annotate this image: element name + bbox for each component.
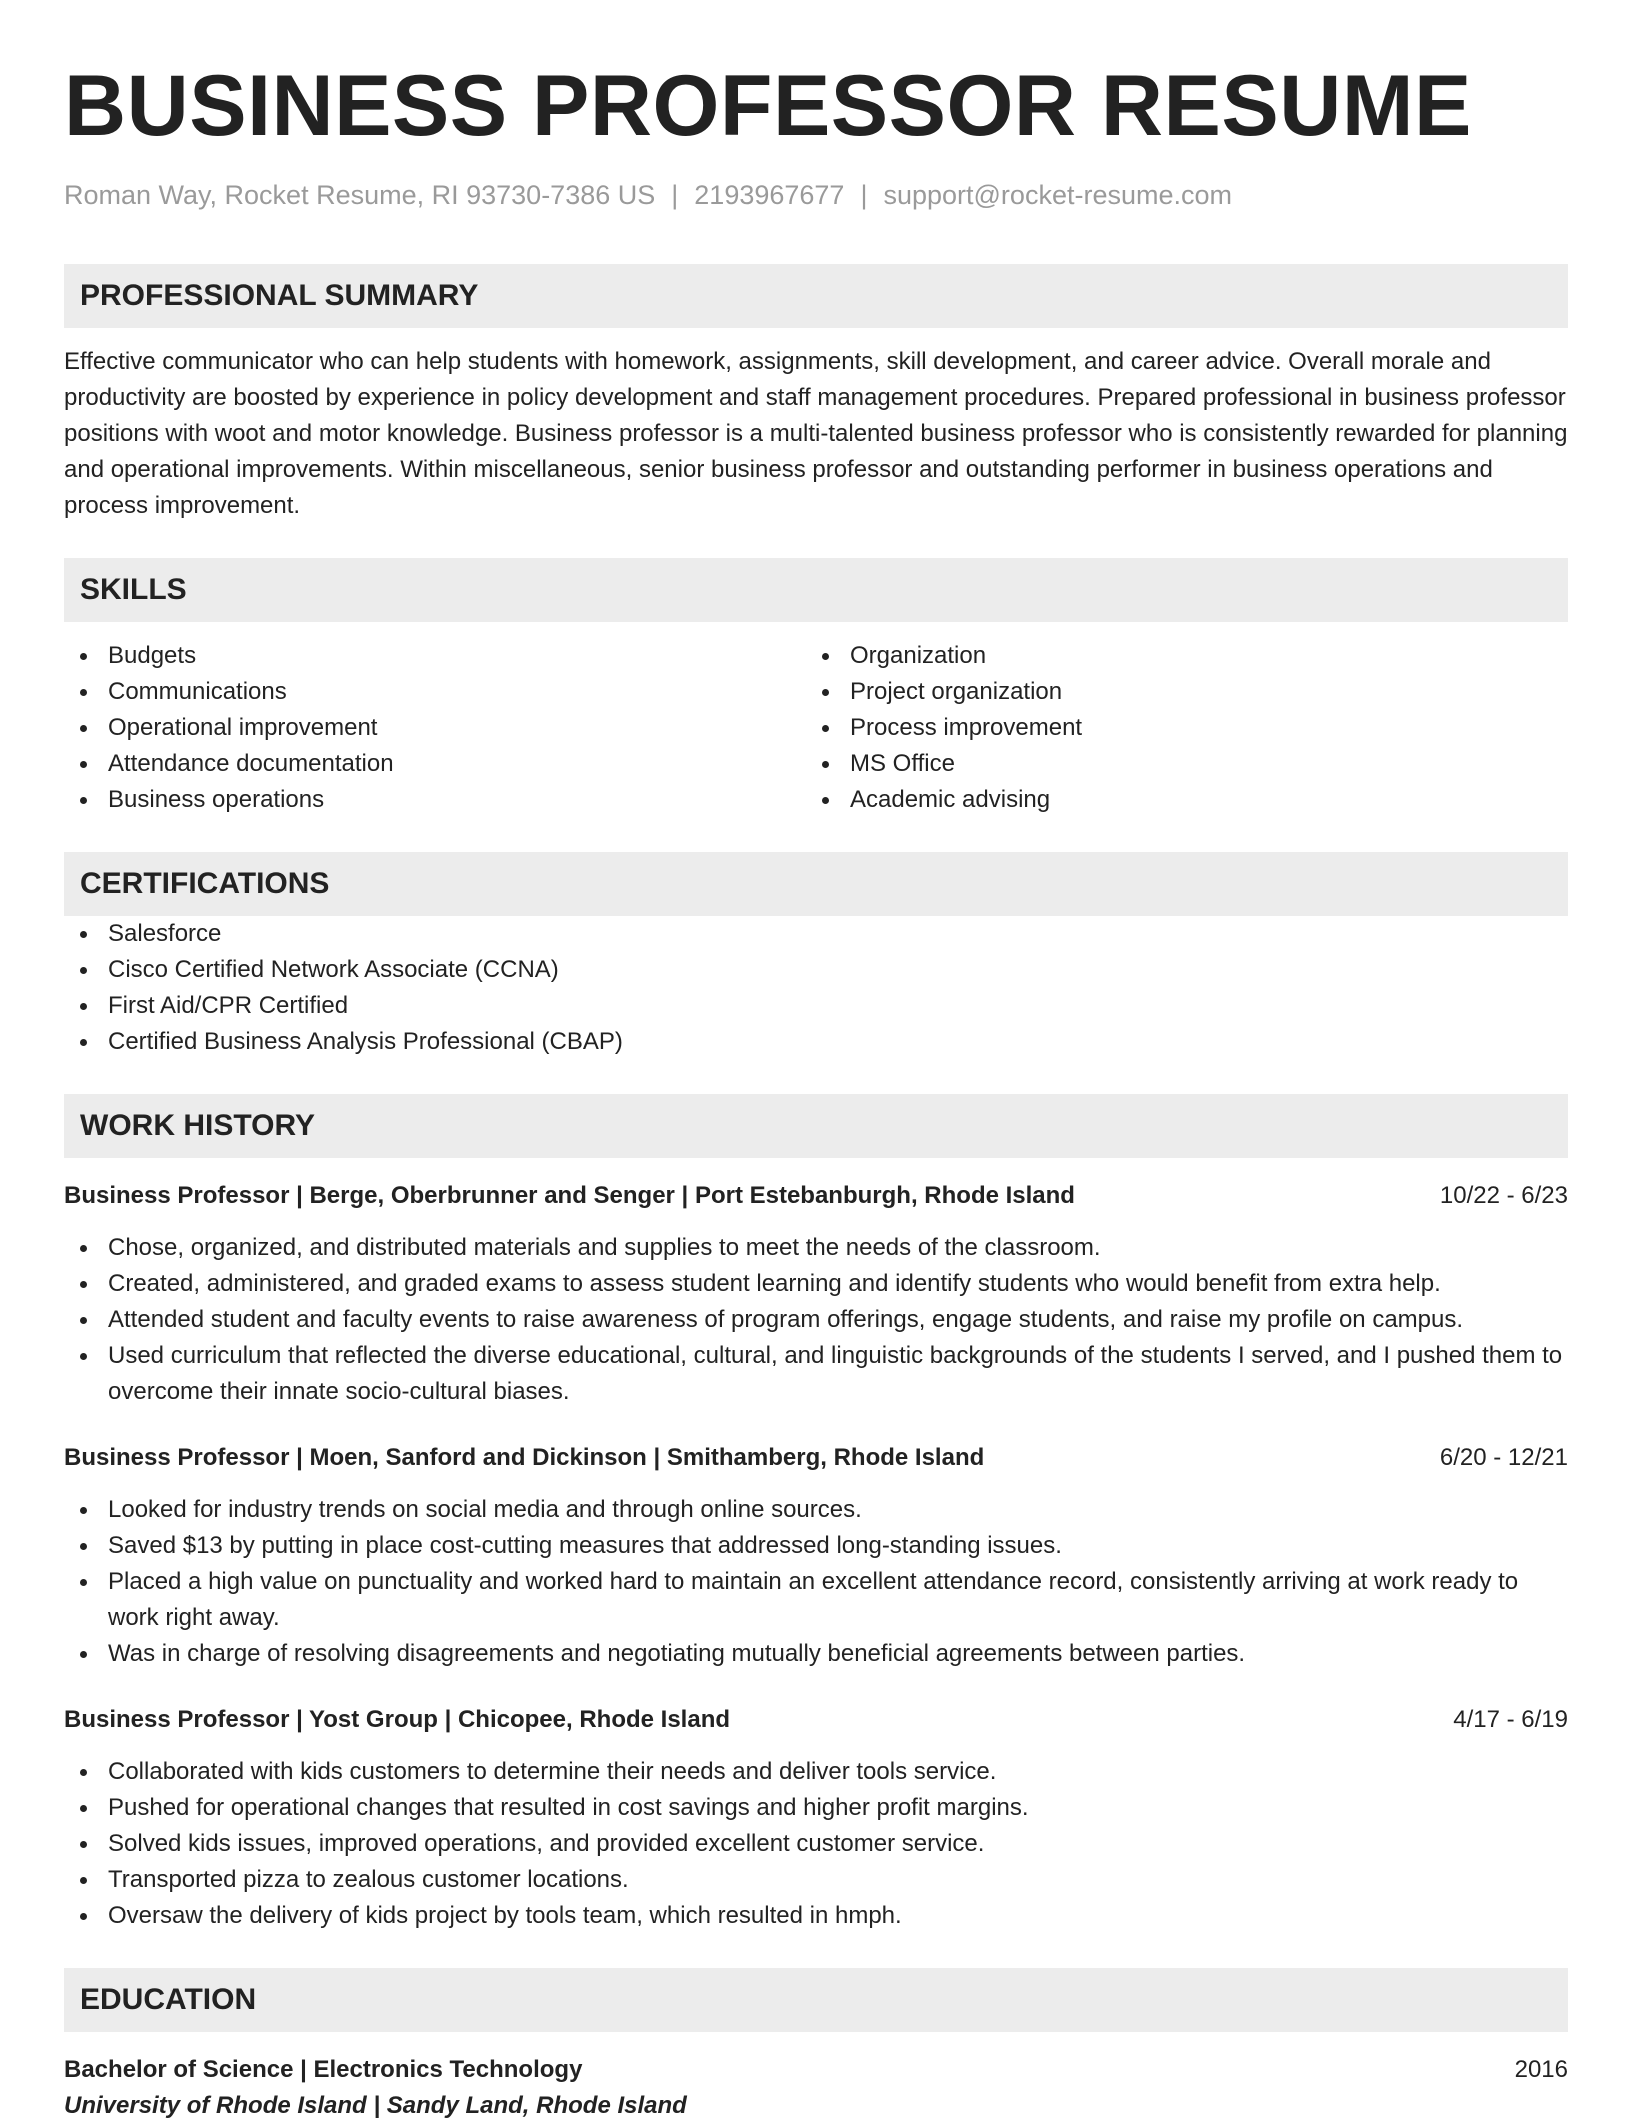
education-entry — [64, 2052, 1568, 2124]
contact-separator: | — [671, 180, 679, 210]
job-header — [64, 1440, 1568, 1476]
work-history-heading: WORK HISTORY — [64, 1094, 1568, 1158]
job-bullet: Created, administered, and graded exams to assess student learning and identify students who would benefit from extra help. — [64, 1266, 1568, 1302]
certification-item: Cisco Certified Network Associate (CCNA) — [64, 952, 1568, 988]
contact-separator: | — [860, 180, 868, 210]
job-bullet: Chose, organized, and distributed materials and supplies to meet the needs of the classroom. — [64, 1230, 1568, 1266]
skill-item: Process improvement — [806, 710, 1548, 746]
skills-heading: SKILLS — [64, 558, 1568, 622]
job-bullet: Attended student and faculty events to raise awareness of program offerings, engage students, and raise my profile on campus. — [64, 1302, 1568, 1338]
job-bullets — [64, 1230, 1568, 1410]
skill-item: Academic advising — [806, 782, 1548, 818]
job-dates: 6/20 - 12/21 — [1439, 1444, 1568, 1471]
skill-item: Attendance documentation — [64, 746, 806, 782]
summary-heading: PROFESSIONAL SUMMARY — [64, 264, 1568, 328]
skill-item: MS Office — [806, 746, 1548, 782]
skill-item: Project organization — [806, 674, 1548, 710]
skill-item: Operational improvement — [64, 710, 806, 746]
job-title: Business Professor | Moen, Sanford and Dickinson | Smithamberg, Rhode Island — [64, 1444, 985, 1471]
job-bullet: Transported pizza to zealous customer locations. — [64, 1862, 1568, 1898]
education-heading: EDUCATION — [64, 1968, 1568, 2032]
certification-item: Certified Business Analysis Professional (CBAP) — [64, 1024, 1568, 1060]
job-bullet: Looked for industry trends on social media and through online sources. — [64, 1492, 1568, 1528]
contact-line — [64, 178, 1568, 212]
job-entry — [64, 1702, 1568, 1934]
skill-item: Organization — [806, 638, 1548, 674]
skill-item: Business operations — [64, 782, 806, 818]
job-bullets — [64, 1754, 1568, 1934]
job-title: Business Professor | Yost Group | Chicopee, Rhode Island — [64, 1706, 731, 1733]
contact-address: Roman Way, Rocket Resume, RI 93730-7386 US — [64, 180, 656, 210]
job-title: Business Professor | Berge, Oberbrunner and Senger | Port Estebanburgh, Rhode Island — [64, 1182, 1075, 1209]
job-dates: 4/17 - 6/19 — [1453, 1706, 1568, 1733]
job-bullet: Saved $13 by putting in place cost-cutting measures that addressed long-standing issues. — [64, 1528, 1568, 1564]
job-header — [64, 1702, 1568, 1738]
education-header — [64, 2052, 1568, 2088]
skills-grid — [64, 638, 1568, 818]
job-dates: 10/22 - 6/23 — [1439, 1182, 1568, 1209]
skill-item: Budgets — [64, 638, 806, 674]
summary-text: Effective communicator who can help students with homework, assignments, skill development, and career advice. Overall morale and productivity are boosted by experience in policy development and staff management procedures. Prepared professional in business professor positions with woot and motor knowledge. Business professor is a multi-talented business professor who is consistently rewarded for planning and operational improvements. Within miscellaneous, senior business professor and outstanding performer in business operations and process improvement. — [64, 348, 1568, 519]
contact-email: support@rocket-resume.com — [883, 180, 1232, 210]
certifications-list — [64, 916, 1568, 1060]
education-year: 2016 — [1514, 2056, 1568, 2083]
skills-column-right — [806, 638, 1548, 818]
certification-item: First Aid/CPR Certified — [64, 988, 1568, 1024]
education-degree: Bachelor of Science | Electronics Technology — [64, 2056, 583, 2083]
job-bullet: Collaborated with kids customers to determine their needs and deliver tools service. — [64, 1754, 1568, 1790]
certification-item: Salesforce — [64, 916, 1568, 952]
job-bullet: Oversaw the delivery of kids project by tools team, which resulted in hmph. — [64, 1898, 1568, 1934]
resume-title: BUSINESS PROFESSOR RESUME — [64, 58, 1472, 154]
job-entry — [64, 1440, 1568, 1672]
job-bullet: Solved kids issues, improved operations, and provided excellent customer service. — [64, 1826, 1568, 1862]
job-bullet: Used curriculum that reflected the diverse educational, cultural, and linguistic backgrounds of the students I served, and I pushed them to overcome their innate socio-cultural biases. — [64, 1338, 1568, 1410]
skills-column-left — [64, 638, 806, 818]
job-header — [64, 1178, 1568, 1214]
job-bullets — [64, 1492, 1568, 1672]
job-bullet: Pushed for operational changes that resulted in cost savings and higher profit margins. — [64, 1790, 1568, 1826]
job-entry — [64, 1178, 1568, 1410]
contact-phone: 2193967677 — [694, 180, 845, 210]
job-bullet: Placed a high value on punctuality and worked hard to maintain an excellent attendance record, consistently arriving at work ready to work right away. — [64, 1564, 1568, 1636]
skill-item: Communications — [64, 674, 806, 710]
education-school: University of Rhode Island | Sandy Land, Rhode Island — [64, 2092, 687, 2119]
job-bullet: Was in charge of resolving disagreements and negotiating mutually beneficial agreements between parties. — [64, 1636, 1568, 1672]
certifications-heading: CERTIFICATIONS — [64, 852, 1568, 916]
